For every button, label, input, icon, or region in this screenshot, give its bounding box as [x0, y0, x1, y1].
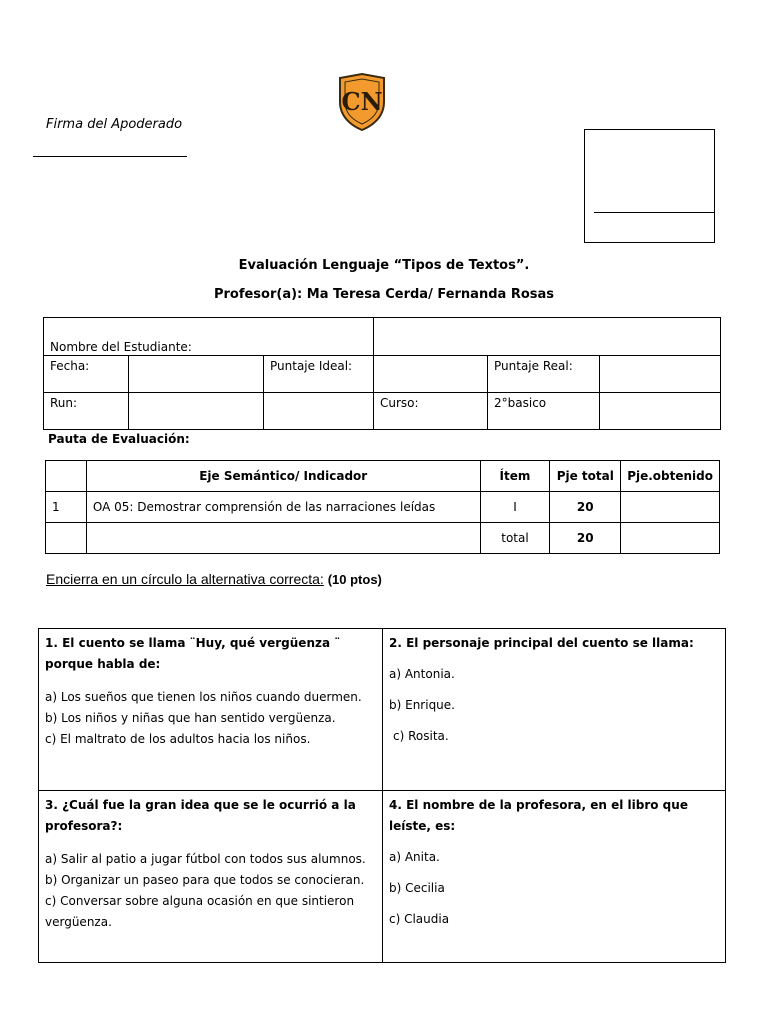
fecha-field[interactable]: [129, 356, 264, 393]
curso-extra-field[interactable]: [600, 393, 721, 430]
question-1: [39, 629, 383, 791]
question-4-option-b[interactable]: b) Cecilia: [389, 881, 445, 895]
question-3: [39, 791, 383, 963]
questions-grid: [38, 628, 726, 963]
nombre-field[interactable]: [374, 318, 721, 356]
pauta-header-num: [46, 461, 87, 492]
question-3-option-b[interactable]: b) Organizar un paseo para que todos se conocieran.: [45, 873, 365, 887]
puntaje-real-field[interactable]: [600, 356, 721, 393]
question-2-option-c[interactable]: c) Rosita.: [393, 729, 449, 743]
run-field-extra[interactable]: [264, 393, 374, 430]
question-4-title: 4. El nombre de la profesora, en el libro que leíste, es:: [389, 798, 688, 833]
pauta-header-item: Ítem: [480, 461, 550, 492]
nombre-label: Nombre del Estudiante:: [44, 318, 374, 356]
fecha-label: Fecha:: [44, 356, 129, 393]
pauta-row-num: 1: [46, 492, 87, 523]
pauta-table: [45, 460, 720, 554]
profesor-line: Profesor(a): Ma Teresa Cerda/ Fernanda Rosas: [213, 287, 555, 302]
firma-apoderado-label: Firma del Apoderado: [46, 117, 183, 132]
question-3-option-c[interactable]: c) Conversar sobre alguna ocasión en que sintieron vergüenza.: [45, 894, 355, 929]
question-2-option-b[interactable]: b) Enrique.: [389, 698, 455, 712]
instruction-text: Encierra en un círculo la alternativa correcta:: [46, 571, 324, 587]
pauta-label: Pauta de Evaluación:: [48, 432, 190, 446]
pauta-row-pje-total: 20: [550, 492, 621, 523]
evaluation-title: Evaluación Lenguaje “Tipos de Textos”.: [238, 258, 530, 273]
run-label: Run:: [44, 393, 129, 430]
question-2-title: 2. El personaje principal del cuento se llama:: [389, 636, 694, 650]
pauta-row-indicador: OA 05: Demostrar comprensión de las narraciones leídas: [86, 492, 480, 523]
pauta-header-indicador: Eje Semántico/ Indicador: [86, 461, 480, 492]
pauta-header-pje-total: Pje total: [550, 461, 621, 492]
question-2-option-a[interactable]: a) Antonia.: [389, 667, 455, 681]
question-1-option-b[interactable]: b) Los niños y niñas que han sentido vergüenza.: [45, 711, 336, 725]
grade-box-line: [594, 212, 715, 213]
school-crest-logo: [336, 72, 388, 132]
question-2: [383, 629, 726, 791]
curso-value: 2°basico: [488, 393, 600, 430]
student-info-table: [43, 317, 721, 430]
curso-label: Curso:: [374, 393, 488, 430]
question-3-option-a[interactable]: a) Salir al patio a jugar fútbol con todos sus alumnos.: [45, 852, 366, 866]
question-1-option-a[interactable]: a) Los sueños que tienen los niños cuando duermen.: [45, 690, 362, 704]
pauta-total-obtenido-field[interactable]: [621, 523, 720, 554]
question-3-title: 3. ¿Cuál fue la gran idea que se le ocurrió a la profesora?:: [45, 798, 356, 833]
firma-signature-line: [33, 156, 187, 157]
puntaje-ideal-label: Puntaje Ideal:: [264, 356, 374, 393]
puntaje-real-label: Puntaje Real:: [488, 356, 600, 393]
pauta-total-empty-indicador: [86, 523, 480, 554]
pauta-total-value: 20: [550, 523, 621, 554]
question-4-option-a[interactable]: a) Anita.: [389, 850, 440, 864]
question-1-title: 1. El cuento se llama ¨Huy, qué vergüenza ¨ porque habla de:: [45, 636, 341, 671]
question-4: [383, 791, 726, 963]
puntaje-ideal-field[interactable]: [374, 356, 488, 393]
logo-letters: CN: [341, 87, 383, 116]
pauta-header-pje-obtenido: Pje.obtenido: [621, 461, 720, 492]
pauta-row-pje-obtenido-field[interactable]: [621, 492, 720, 523]
pauta-row-item: I: [480, 492, 550, 523]
grade-box: [584, 129, 715, 243]
pauta-total-label: total: [480, 523, 550, 554]
instruction-points: (10 ptos): [327, 572, 382, 587]
instruction-line: [46, 571, 382, 587]
pauta-total-empty-num: [46, 523, 87, 554]
run-field[interactable]: [129, 393, 264, 430]
question-1-option-c[interactable]: c) El maltrato de los adultos hacia los niños.: [45, 732, 311, 746]
question-4-option-c[interactable]: c) Claudia: [389, 912, 450, 926]
